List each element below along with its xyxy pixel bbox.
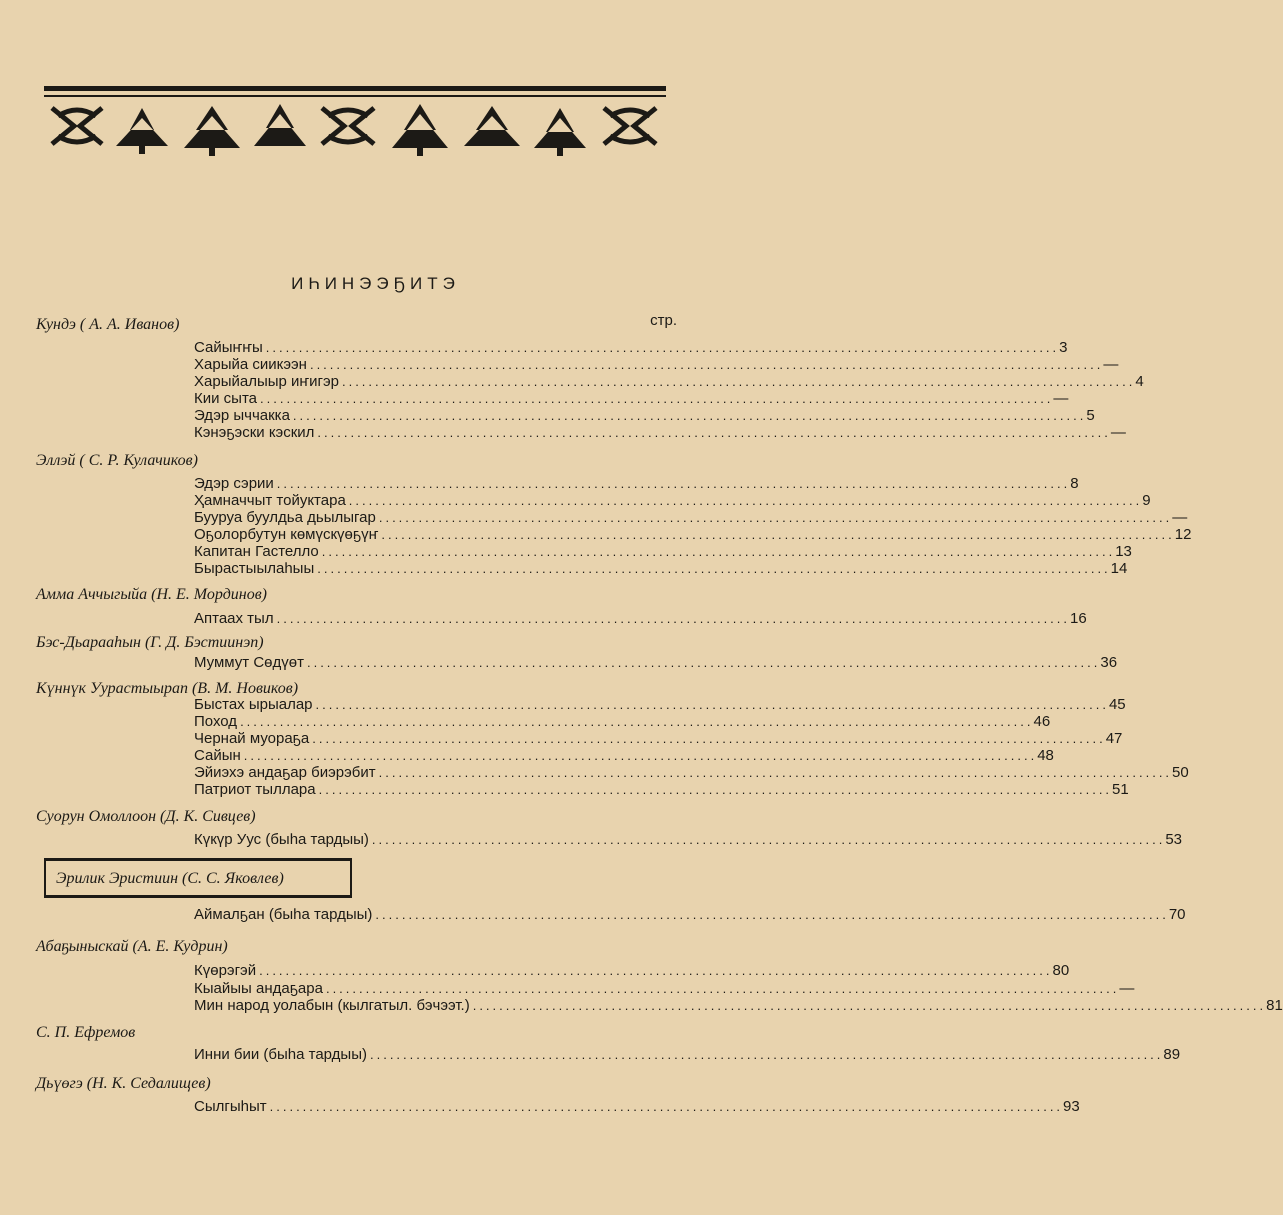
dot-leader: ........................................................................................................................ <box>371 832 1166 847</box>
dot-leader: ........................................................................................................................ <box>276 476 1071 491</box>
toc-entry[interactable] <box>194 747 1054 764</box>
ornament-border-icon <box>44 86 666 166</box>
dot-leader: ........................................................................................................................ <box>317 425 1111 440</box>
entry-page-number: — <box>1103 356 1119 373</box>
toc-entry[interactable] <box>194 610 1087 627</box>
entry-title: Капитан Гастелло <box>194 543 319 560</box>
entry-page-number: 36 <box>1100 654 1118 671</box>
dot-leader: ........................................................................................................................ <box>378 510 1173 525</box>
dot-leader: ........................................................................................................................ <box>341 374 1136 389</box>
entry-title: Мин народ уолабын (кылгатыл. бэчээт.) <box>194 997 470 1014</box>
entry-page-number: 80 <box>1052 962 1070 979</box>
entry-title: Сайыҥҥы <box>194 339 263 356</box>
dot-leader: ........................................................................................................................ <box>240 714 1034 729</box>
dot-leader: ........................................................................................................................ <box>276 611 1071 626</box>
entry-title: Күкүр Уус (быһа тардыы) <box>194 831 369 848</box>
author-heading: Суорун Омоллоон (Д. К. Сивцев) <box>36 808 256 825</box>
entry-page-number: 8 <box>1070 475 1079 492</box>
dot-leader: ........................................................................................................................ <box>259 963 1053 978</box>
entry-page-number: 47 <box>1105 730 1123 747</box>
author-heading: С. П. Ефремов <box>36 1024 136 1041</box>
author-heading: Эллэй ( С. Р. Кулачиков) <box>36 452 198 469</box>
entry-title: Оҕолорбутун көмүскүөҕүҥ <box>194 526 379 543</box>
toc-entry[interactable] <box>194 781 1129 798</box>
entry-page-number: 12 <box>1174 526 1192 543</box>
toc-entry[interactable] <box>194 390 1069 407</box>
entry-page-number: 48 <box>1037 747 1054 764</box>
entry-title: Кэнэҕэски кэскил <box>194 424 315 441</box>
dot-leader: ........................................................................................................................ <box>315 697 1109 712</box>
entry-page-number: 9 <box>1142 492 1151 509</box>
dot-leader: ........................................................................................................................ <box>309 357 1104 372</box>
entry-page-number: 4 <box>1135 373 1144 390</box>
toc-entry[interactable] <box>194 730 1123 747</box>
dot-leader: ........................................................................................................................ <box>312 731 1106 746</box>
dot-leader: ........................................................................................................................ <box>265 340 1060 355</box>
toc-entry[interactable] <box>194 713 1051 730</box>
page-column-label: стр. <box>650 312 677 329</box>
entry-title: Поход <box>194 713 238 730</box>
dot-leader: ........................................................................................................................ <box>472 998 1267 1013</box>
entry-title: Сайын <box>194 747 241 764</box>
toc-entry[interactable] <box>194 696 1126 713</box>
entry-page-number: 16 <box>1070 610 1087 627</box>
entry-title: Аптаах тыл <box>194 610 274 627</box>
dot-leader: ........................................................................................................................ <box>369 1047 1164 1062</box>
toc-entry[interactable] <box>194 509 1188 526</box>
toc-entry[interactable] <box>194 654 1118 671</box>
dot-leader: ........................................................................................................................ <box>378 765 1173 780</box>
dot-leader: ........................................................................................................................ <box>260 391 1054 406</box>
entry-title: Эйиэхэ андаҕар биэрэбит <box>194 764 376 781</box>
toc-entry[interactable] <box>194 407 1095 424</box>
entry-page-number: — <box>1053 390 1069 407</box>
dot-leader: ........................................................................................................................ <box>381 527 1175 542</box>
entry-page-number: — <box>1119 980 1135 997</box>
entry-page-number: 51 <box>1112 781 1129 798</box>
entry-page-number: 14 <box>1110 560 1128 577</box>
toc-entry[interactable] <box>194 906 1186 923</box>
entry-title: Бырастыылаһыы <box>194 560 315 577</box>
dot-leader: ........................................................................................................................ <box>375 907 1169 922</box>
toc-entry[interactable] <box>194 543 1132 560</box>
author-heading: Абаҕыныскай (А. Е. Кудрин) <box>36 938 228 955</box>
entry-title: Инни бии (быһа тардыы) <box>194 1046 367 1063</box>
dot-leader: ........................................................................................................................ <box>317 561 1111 576</box>
entry-title: Эдэр ыччакка <box>194 407 290 424</box>
author-heading: Күннүк Уурастыырап (В. М. Новиков) <box>36 680 299 697</box>
dot-leader: ........................................................................................................................ <box>325 981 1120 996</box>
entry-title: Сылгыһыт <box>194 1098 267 1115</box>
toc-entry[interactable] <box>194 962 1070 979</box>
entry-page-number: 70 <box>1168 906 1186 923</box>
toc-entry[interactable] <box>194 560 1128 577</box>
boxed-author-frame <box>44 858 352 898</box>
author-heading: Дьүөгэ (Н. К. Седалищев) <box>36 1075 211 1092</box>
dot-leader: ........................................................................................................................ <box>269 1099 1064 1114</box>
dot-leader: ........................................................................................................................ <box>306 655 1101 670</box>
entry-page-number: 3 <box>1059 339 1068 356</box>
entry-title: Быстах ырыалар <box>194 696 313 713</box>
dot-leader: ........................................................................................................................ <box>243 748 1038 763</box>
toc-entry[interactable] <box>194 980 1135 997</box>
toc-entry[interactable] <box>194 373 1144 390</box>
dot-leader: ........................................................................................................................ <box>318 782 1113 797</box>
entry-title: Чернай муораҕа <box>194 730 310 747</box>
toc-entry[interactable] <box>194 1046 1181 1063</box>
toc-entry[interactable] <box>194 492 1151 509</box>
dot-leader: ........................................................................................................................ <box>292 408 1087 423</box>
entry-page-number: — <box>1110 424 1126 441</box>
entry-page-number: 13 <box>1115 543 1132 560</box>
entry-title: Кии сыта <box>194 390 257 407</box>
entry-title: Муммут Сөдүөт <box>194 654 304 671</box>
author-heading: Амма Аччыгыйа (Н. Е. Мординов) <box>36 586 267 603</box>
entry-page-number: 93 <box>1063 1098 1080 1115</box>
toc-entry[interactable] <box>194 339 1068 356</box>
entry-page-number: 45 <box>1108 696 1126 713</box>
toc-entry[interactable] <box>194 424 1126 441</box>
author-heading: Кундэ ( А. А. Иванов) <box>36 316 180 333</box>
entry-page-number: 50 <box>1172 764 1189 781</box>
entry-page-number: 5 <box>1086 407 1095 424</box>
entry-title: Бууруа буулдьа дьылыгар <box>194 509 376 526</box>
entry-title: Харыйалыыр иҥигэр <box>194 373 339 390</box>
entry-title: Күөрэгэй <box>194 962 257 979</box>
toc-entry[interactable] <box>194 526 1192 543</box>
page-title: ИҺИНЭЭҔИТЭ <box>291 274 460 293</box>
dot-leader: ........................................................................................................................ <box>348 493 1143 508</box>
toc-entry[interactable] <box>194 1098 1080 1115</box>
entry-page-number: 53 <box>1165 831 1183 848</box>
entry-title: Кыайыы андаҕара <box>194 980 323 997</box>
toc-entry[interactable] <box>194 831 1183 848</box>
entry-page-number: 81 <box>1266 997 1283 1014</box>
author-heading: Бэс-Дьарааһын (Г. Д. Бэстиинэп) <box>36 634 264 651</box>
entry-title: Аймалҕан (быһа тардыы) <box>194 906 373 923</box>
toc-entry[interactable] <box>194 764 1189 781</box>
entry-title: Патриот тыллара <box>194 781 316 798</box>
entry-title: Харыйа сиикээн <box>194 356 307 373</box>
toc-entry[interactable] <box>194 475 1079 492</box>
toc-entry[interactable] <box>194 997 1283 1014</box>
author-heading: Эрилик Эристиин (С. С. Яковлев) <box>56 870 284 887</box>
dot-leader: ........................................................................................................................ <box>321 544 1116 559</box>
entry-page-number: 46 <box>1033 713 1051 730</box>
toc-entry[interactable] <box>194 356 1119 373</box>
entry-page-number: — <box>1172 509 1188 526</box>
entry-title: Эдэр сэрии <box>194 475 274 492</box>
entry-page-number: 89 <box>1163 1046 1181 1063</box>
entry-title: Ҳамначчыт тойуктара <box>194 492 346 509</box>
